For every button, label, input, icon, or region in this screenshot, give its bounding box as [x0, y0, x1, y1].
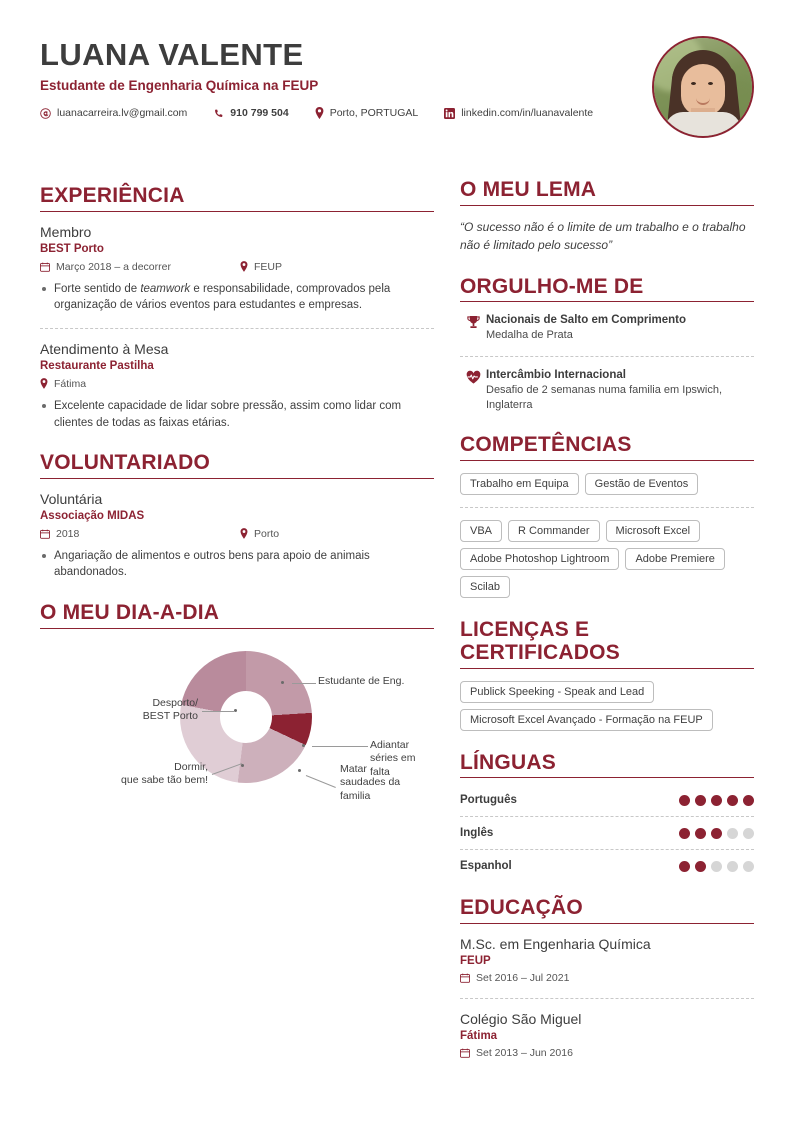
volunteering-entry [40, 491, 434, 581]
section-title-licenses: LICENÇAS E CERTIFICADOS [460, 617, 620, 665]
avatar [652, 36, 754, 138]
calendar-icon [40, 529, 50, 539]
calendar-icon [460, 1048, 470, 1058]
section-education [460, 896, 754, 1059]
pie-label-0: Estudante de Eng. [318, 674, 405, 687]
motto-quote: “O sucesso não é o limite de um trabalho e o trabalho não é limitado pelo sucesso” [460, 219, 746, 253]
section-title-daily: O MEU DIA-A-DIA [40, 601, 220, 625]
right-column [460, 178, 754, 1073]
language-row [460, 823, 754, 843]
language-level-dots [679, 795, 754, 806]
email-icon [40, 108, 51, 119]
pie-dot-2 [298, 769, 301, 772]
education-entry [460, 1011, 754, 1059]
bullet-item: Angariação de alimentos e outros bens para apoio de animais abandonados. [54, 548, 434, 581]
proud-title: Intercâmbio Internacional [486, 368, 626, 381]
phone-icon [213, 108, 224, 119]
license-tags [460, 681, 754, 731]
language-level-dots [679, 861, 754, 872]
education-degree: M.Sc. em Engenharia Química [460, 935, 651, 952]
pie-label-3: Dormir, que sabe tão bem! [121, 760, 208, 787]
heartbeat-icon [460, 369, 486, 385]
pie-leader-2 [306, 775, 336, 788]
contact-email-text: luanacarreira.lv@gmail.com [57, 107, 188, 120]
experience-org: Restaurante Pastilha [40, 359, 154, 372]
section-experience [40, 184, 434, 431]
pie-label-2: Matar saudades da familia [340, 762, 401, 802]
proud-text [486, 314, 754, 343]
education-date [460, 1047, 754, 1059]
donut-hole [220, 691, 272, 743]
entry-divider [460, 356, 754, 357]
education-date [460, 972, 754, 984]
section-divider [40, 478, 434, 479]
section-languages [460, 751, 754, 877]
section-divider [460, 923, 754, 924]
contact-linkedin-text: linkedin.com/in/luanavalente [461, 107, 594, 120]
license-tag[interactable]: Publick Speeking - Speak and Lead [460, 681, 654, 703]
education-school: FEUP [460, 954, 491, 967]
header-subtitle: Estudante de Engenharia Química na FEUP [40, 78, 319, 94]
skill-tag[interactable]: Adobe Premiere [625, 548, 725, 570]
skill-tag[interactable]: Scilab [460, 576, 510, 598]
experience-bullets [40, 398, 434, 431]
language-level-dots [679, 828, 754, 839]
experience-entry [40, 341, 434, 431]
entry-divider [460, 998, 754, 999]
linkedin-icon [444, 108, 455, 119]
language-row [460, 856, 754, 876]
volunteering-date-text: 2018 [56, 527, 80, 540]
calendar-icon [40, 262, 50, 272]
experience-role: Membro [40, 223, 92, 240]
contact-email[interactable] [40, 107, 187, 119]
left-column [40, 184, 460, 1073]
education-entry [460, 936, 754, 984]
education-date-text: Set 2016 – Jul 2021 [476, 971, 570, 984]
proud-text [486, 369, 754, 414]
proud-item [460, 369, 754, 414]
volunteering-role: Voluntária [40, 490, 103, 507]
experience-meta [40, 378, 434, 390]
contact-location-text: Porto, PORTUGAL [329, 107, 419, 120]
education-school: Fátima [460, 1029, 498, 1042]
proud-desc: Desafio de 2 semanas numa familia em Ipswich, Inglaterra [486, 383, 722, 411]
pie-dot-1 [302, 744, 305, 747]
bullet-item: Excelente capacidade de lidar sobre pressão, assim como lidar com clientes de todas as faixas etárias. [54, 398, 434, 431]
license-tag[interactable]: Microsoft Excel Avançado - Formação na FEUP [460, 709, 713, 731]
experience-location-text: Fátima [54, 377, 87, 390]
language-name: Português [460, 794, 517, 807]
location-pin-icon [240, 261, 248, 272]
experience-meta [40, 261, 434, 273]
proud-title: Nacionais de Salto em Comprimento [486, 314, 687, 327]
section-title-proud: ORGULHO-ME DE [460, 274, 644, 298]
proud-desc: Medalha de Prata [486, 329, 573, 342]
contact-phone-text: 910 799 504 [230, 107, 289, 120]
location-pin-icon [315, 107, 324, 119]
experience-location [40, 378, 86, 390]
volunteering-org: Associação MIDAS [40, 509, 145, 522]
contact-linkedin[interactable] [444, 107, 593, 119]
skill-tag[interactable]: Trabalho em Equipa [460, 473, 579, 495]
language-row [460, 790, 754, 810]
section-title-education: EDUCAÇÃO [460, 896, 583, 920]
section-title-languages: LÍNGUAS [460, 750, 556, 774]
section-divider [40, 628, 434, 629]
section-skills [460, 433, 754, 598]
skill-tag[interactable]: Microsoft Excel [606, 520, 701, 542]
section-divider [460, 777, 754, 778]
resume-body [40, 178, 754, 1073]
resume-header [40, 38, 754, 156]
section-title-experience: EXPERIÊNCIA [40, 184, 185, 207]
language-name: Inglês [460, 827, 494, 840]
section-daily-chart [40, 601, 434, 823]
pie-leader-1 [312, 746, 368, 747]
volunteering-location [240, 528, 279, 540]
entry-divider [460, 507, 754, 508]
section-motto [460, 178, 754, 255]
experience-date [40, 261, 240, 273]
skill-tag[interactable]: VBA [460, 520, 502, 542]
section-title-volunteering: VOLUNTARIADO [40, 451, 211, 475]
calendar-icon [460, 973, 470, 983]
section-divider [460, 668, 754, 669]
skills-soft-tags [460, 473, 754, 495]
pie-leader-4 [202, 711, 234, 712]
entry-divider [460, 816, 754, 817]
skill-tag[interactable]: Adobe Photoshop Lightroom [460, 548, 619, 570]
bullet-item: Forte sentido de teamwork e responsabilidade, comprovados pela organização de vários eventos para estudantes e empresas. [54, 281, 434, 314]
skills-tech-tags [460, 520, 754, 598]
contact-row [40, 107, 754, 119]
volunteering-bullets [40, 548, 434, 581]
skill-tag[interactable]: Gestão de Eventos [585, 473, 699, 495]
section-divider [40, 211, 434, 212]
education-date-text: Set 2013 – Jun 2016 [476, 1046, 573, 1059]
experience-location-text: FEUP [254, 260, 283, 273]
experience-bullets [40, 281, 434, 314]
education-degree: Colégio São Miguel [460, 1010, 582, 1027]
daily-pie-chart [40, 643, 434, 823]
pie-label-1: Adiantar séries em falta [370, 738, 416, 778]
experience-entry [40, 224, 434, 314]
pie-leader-0 [292, 683, 316, 684]
location-pin-icon [240, 528, 248, 539]
section-title-motto: O MEU LEMA [460, 178, 597, 201]
pie-dot-3 [241, 764, 244, 767]
experience-role: Atendimento à Mesa [40, 340, 169, 357]
skill-tag[interactable]: R Commander [508, 520, 600, 542]
pie-label-4: Desporto/ BEST Porto [142, 696, 198, 723]
section-divider [460, 301, 754, 302]
section-divider [460, 460, 754, 461]
page-title: LUANA VALENTE [40, 37, 304, 72]
trophy-icon [460, 314, 486, 330]
volunteering-date [40, 528, 240, 540]
section-title-skills: COMPETÊNCIAS [460, 433, 632, 457]
section-licenses [460, 618, 754, 731]
experience-date-text: Março 2018 – a decorrer [56, 260, 171, 273]
contact-phone[interactable] [213, 107, 288, 119]
proud-item [460, 314, 754, 343]
entry-divider [40, 328, 434, 329]
experience-org: BEST Porto [40, 242, 104, 255]
volunteering-location-text: Porto [254, 527, 280, 540]
section-proud [460, 275, 754, 414]
pie-dot-4 [234, 709, 237, 712]
section-divider [460, 205, 754, 206]
volunteering-meta [40, 528, 434, 540]
contact-location [315, 107, 419, 119]
pie-dot-0 [281, 681, 284, 684]
language-name: Espanhol [460, 860, 512, 873]
location-pin-icon [40, 378, 48, 389]
entry-divider [460, 849, 754, 850]
experience-location [240, 261, 282, 273]
section-volunteering [40, 451, 434, 581]
